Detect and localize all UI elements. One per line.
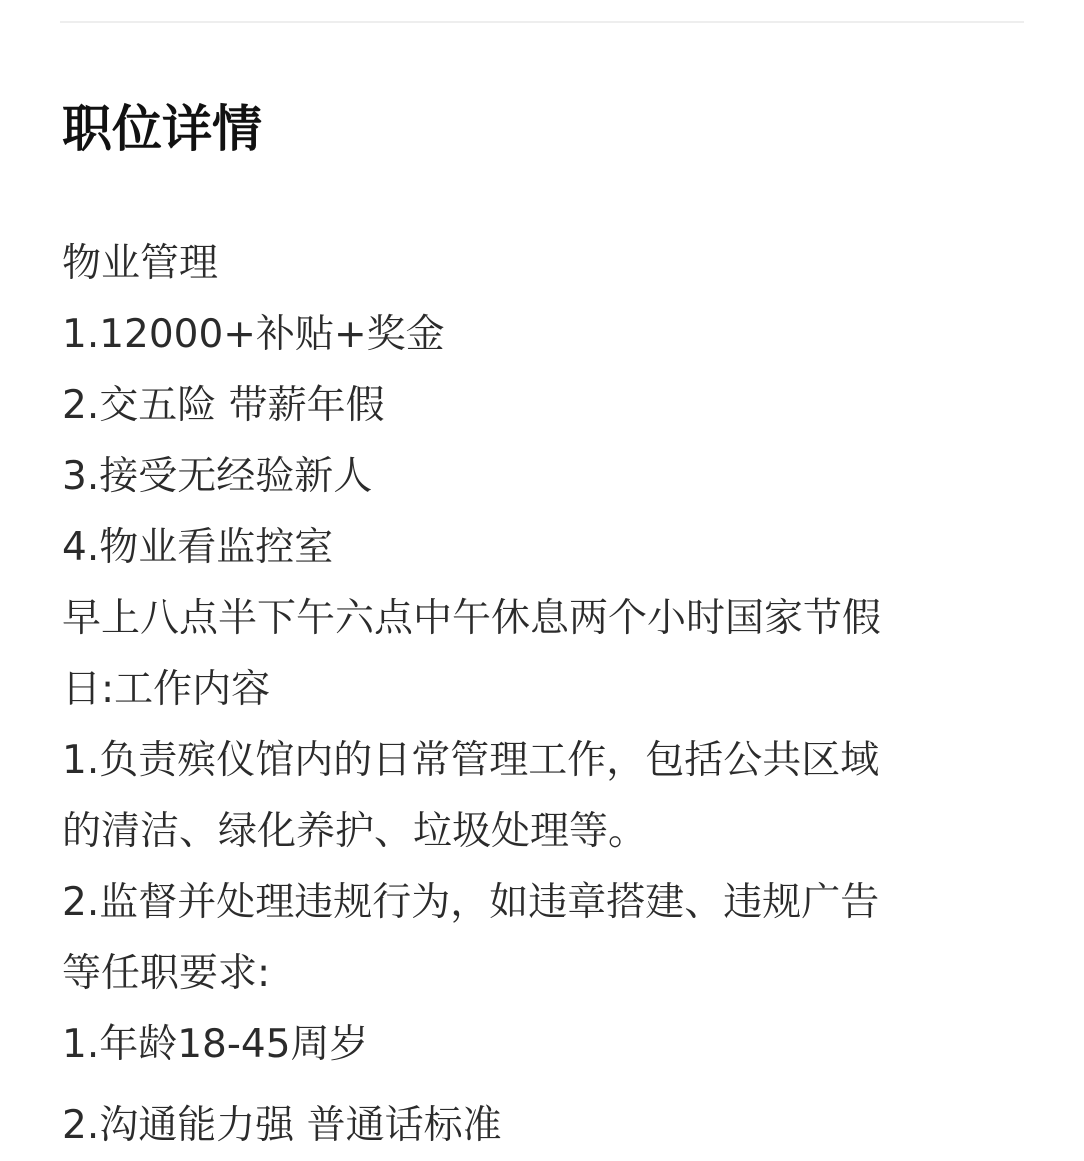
description-line: 物业管理 [62, 241, 219, 286]
description-line: 2.监督并处理违规行为，如违章搭建、违规广告 [62, 880, 880, 925]
section-title: 职位详情 [62, 100, 262, 158]
description-line: 1.负责殡仪馆内的日常管理工作，包括公共区域 [62, 738, 880, 783]
description-line: 4.物业看监控室 [62, 525, 334, 570]
description-line: 早上八点半下午六点中午休息两个小时国家节假 [62, 596, 882, 641]
description-line: 2.沟通能力强 普通话标准 [62, 1103, 502, 1148]
description-line: 的清洁、绿化养护、垃圾处理等。 [62, 809, 648, 854]
description-line: 日:工作内容 [62, 667, 271, 712]
description-line: 3.接受无经验新人 [62, 454, 373, 499]
description-line: 2.交五险 带薪年假 [62, 383, 385, 428]
description-line: 1.12000+补贴+奖金 [62, 312, 445, 357]
description-line: 1.年龄18-45周岁 [62, 1022, 369, 1067]
job-description [62, 228, 1024, 1161]
top-divider [60, 21, 1024, 23]
description-line: 等任职要求: [62, 951, 271, 996]
